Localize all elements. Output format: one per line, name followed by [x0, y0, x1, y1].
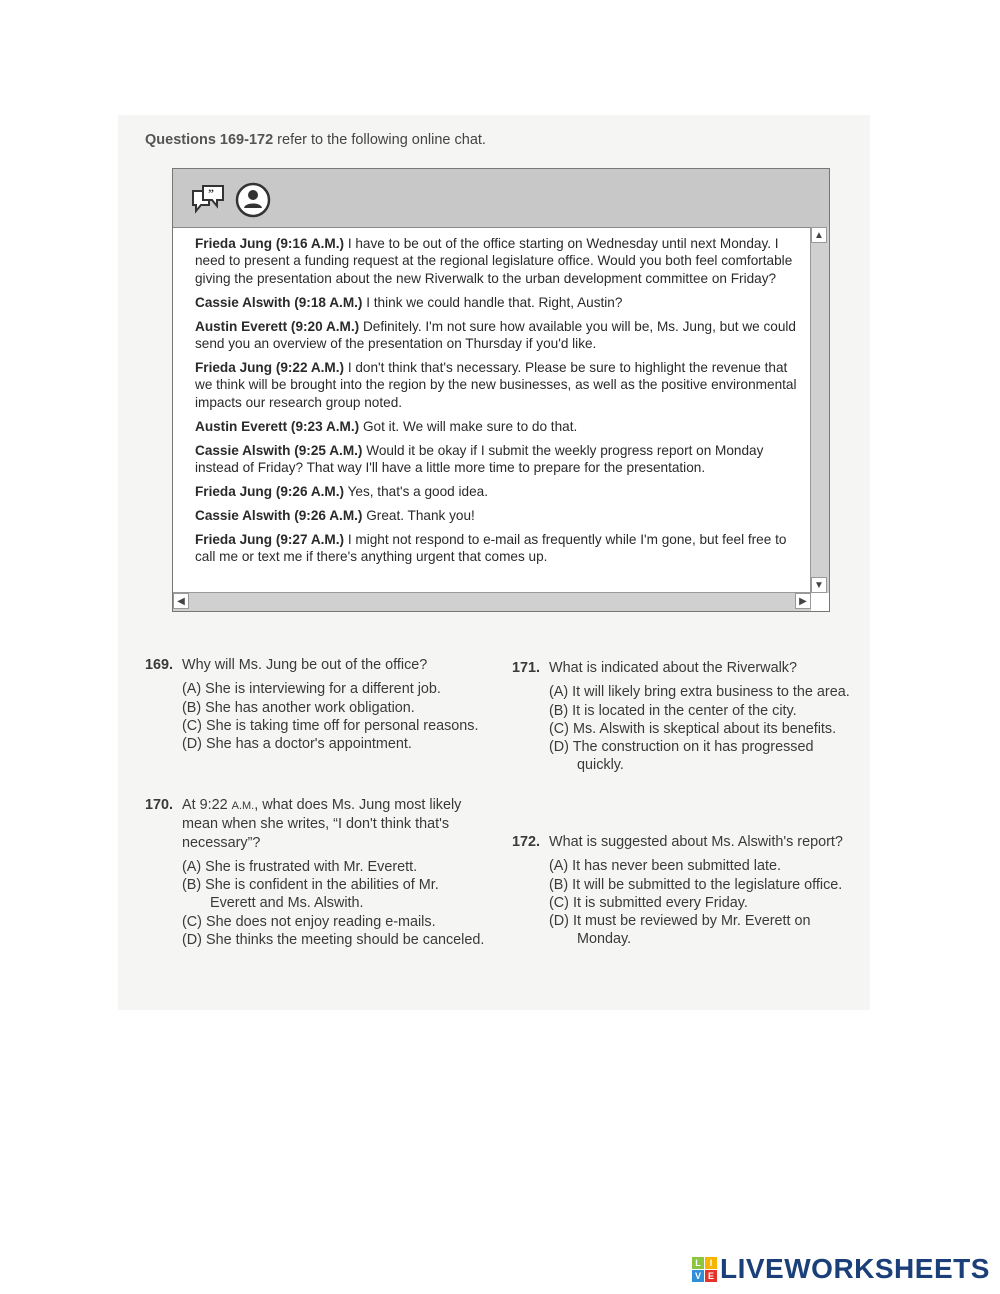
- question-number: 170.: [145, 797, 174, 813]
- scroll-down-button[interactable]: ▼: [811, 577, 827, 593]
- answer-option[interactable]: (C) She does not enjoy reading e-mails.: [182, 913, 436, 930]
- question-number: 169.: [145, 657, 174, 673]
- answer-option[interactable]: (A) She is interviewing for a different job.: [182, 681, 441, 698]
- scroll-up-button[interactable]: ▲: [811, 227, 827, 243]
- vertical-scrollbar[interactable]: [810, 227, 829, 593]
- liveworksheets-logo: [692, 1253, 990, 1285]
- message-text: Great. Thank you!: [362, 507, 475, 523]
- message-text: Yes, that's a good idea.: [344, 483, 488, 499]
- logo-letter-tile: E: [705, 1270, 717, 1282]
- answer-option[interactable]: (C) Ms. Alswith is skeptical about its benefits.: [549, 720, 837, 737]
- chat-message: [195, 442, 807, 477]
- intro-bold: Questions 169-172: [145, 132, 274, 148]
- question-number: 172.: [512, 834, 541, 850]
- question-number: 171.: [512, 660, 541, 676]
- chat-message: [195, 294, 807, 311]
- message-sender: Frieda Jung (9:22 A.M.): [195, 359, 345, 375]
- chat-messages: [195, 235, 807, 572]
- message-sender: Frieda Jung (9:16 A.M.): [195, 236, 345, 251]
- message-text: Got it. We will make sure to do that.: [359, 418, 578, 434]
- message-sender: Cassie Alswith (9:25 A.M.): [195, 442, 363, 458]
- logo-letter-tile: L: [692, 1257, 704, 1269]
- chat-message: [195, 235, 807, 287]
- question-stem: At 9:22: [182, 797, 232, 813]
- chat-message: [195, 318, 807, 353]
- question-stem-rest: , what does Ms. Jung most likely mean when she writes, “I don't think that's necessary”?: [182, 797, 462, 851]
- message-sender: Cassie Alswith (9:26 A.M.): [195, 507, 363, 523]
- message-sender: Cassie Alswith (9:18 A.M.): [195, 294, 363, 310]
- message-sender: Austin Everett (9:23 A.M.): [195, 418, 360, 434]
- answer-option[interactable]: (A) She is frustrated with Mr. Everett.: [182, 858, 418, 875]
- intro-text: [145, 132, 486, 148]
- answer-option[interactable]: (A) It has never been submitted late.: [549, 858, 781, 875]
- question-stem: What is indicated about the Riverwalk?: [549, 660, 797, 676]
- message-sender: Frieda Jung (9:27 A.M.): [195, 531, 345, 547]
- answer-option[interactable]: (B) She has another work obligation.: [182, 699, 415, 716]
- svg-text:”: ”: [208, 186, 214, 200]
- user-icon[interactable]: [235, 182, 271, 218]
- logo-text: LIVEWORKSHEETS: [720, 1253, 990, 1284]
- answer-option[interactable]: (A) It will likely bring extra business to the area.: [549, 684, 850, 701]
- message-text: Definitely. I'm not sure how available you will be, Ms. Jung, but we could send you an overview of the presentation on Thursday if you'd like.: [195, 318, 796, 352]
- question-171: [512, 659, 852, 775]
- scroll-left-button[interactable]: ◀: [173, 593, 189, 609]
- message-text: I might not respond to e-mail as frequently while I'm gone, but feel free to call me or text me if there's anything urgent that comes up.: [195, 531, 787, 565]
- horizontal-scrollbar[interactable]: [173, 592, 811, 611]
- chat-quote-icon: [189, 183, 227, 217]
- chat-header: [173, 169, 829, 228]
- scroll-right-button[interactable]: ▶: [795, 593, 811, 609]
- chat-message: [195, 531, 807, 566]
- answer-option[interactable]: (B) She is confident in the abilities of Mr. Everett and Ms. Alswith.: [182, 877, 439, 912]
- chat-message: [195, 359, 807, 411]
- answer-option[interactable]: (D) It must be reviewed by Mr. Everett on Monday.: [549, 913, 811, 948]
- logo-letter-tile: V: [692, 1270, 704, 1282]
- chat-window: [172, 168, 830, 612]
- answer-option[interactable]: (D) She thinks the meeting should be canceled.: [182, 932, 485, 949]
- chat-message: [195, 483, 807, 500]
- question-stem-am: A.M.: [231, 800, 255, 812]
- answer-option[interactable]: (C) She is taking time off for personal reasons.: [182, 717, 479, 734]
- question-170: [145, 796, 485, 949]
- answer-option[interactable]: (B) It is located in the center of the city.: [549, 702, 797, 719]
- message-sender: Austin Everett (9:20 A.M.): [195, 318, 360, 334]
- message-text: I think we could handle that. Right, Austin?: [362, 294, 623, 310]
- answer-option[interactable]: (B) It will be submitted to the legislature office.: [549, 876, 843, 893]
- question-172: [512, 833, 852, 949]
- intro-rest: refer to the following online chat.: [273, 132, 486, 148]
- message-sender: Frieda Jung (9:26 A.M.): [195, 483, 345, 499]
- chat-message: [195, 507, 807, 524]
- answer-option[interactable]: (D) She has a doctor's appointment.: [182, 736, 412, 753]
- answer-option[interactable]: (C) It is submitted every Friday.: [549, 894, 748, 911]
- message-text: I have to be out of the office starting on Wednesday until next Monday. I need to present a funding request at the regional legislature office. Would you both feel comfortable giving the presentation about the new Riverwalk to the urban development committee on Friday?: [195, 236, 793, 286]
- logo-grid: [692, 1257, 717, 1282]
- message-text: Would it be okay if I submit the weekly progress report on Monday instead of Friday? That way I'll have a little more time to prepare for the presentation.: [195, 442, 764, 475]
- chat-message: [195, 418, 807, 435]
- question-169: [145, 656, 485, 753]
- message-text: I don't think that's necessary. Please be sure to highlight the revenue that we think will be brought into the region by the new businesses, as well as the positive environmental impacts our research group noted.: [195, 359, 797, 410]
- question-stem: Why will Ms. Jung be out of the office?: [182, 657, 428, 673]
- logo-letter-tile: I: [705, 1257, 717, 1269]
- answer-option[interactable]: (D) The construction on it has progressed quickly.: [549, 739, 814, 774]
- question-stem: What is suggested about Ms. Alswith's report?: [549, 834, 843, 850]
